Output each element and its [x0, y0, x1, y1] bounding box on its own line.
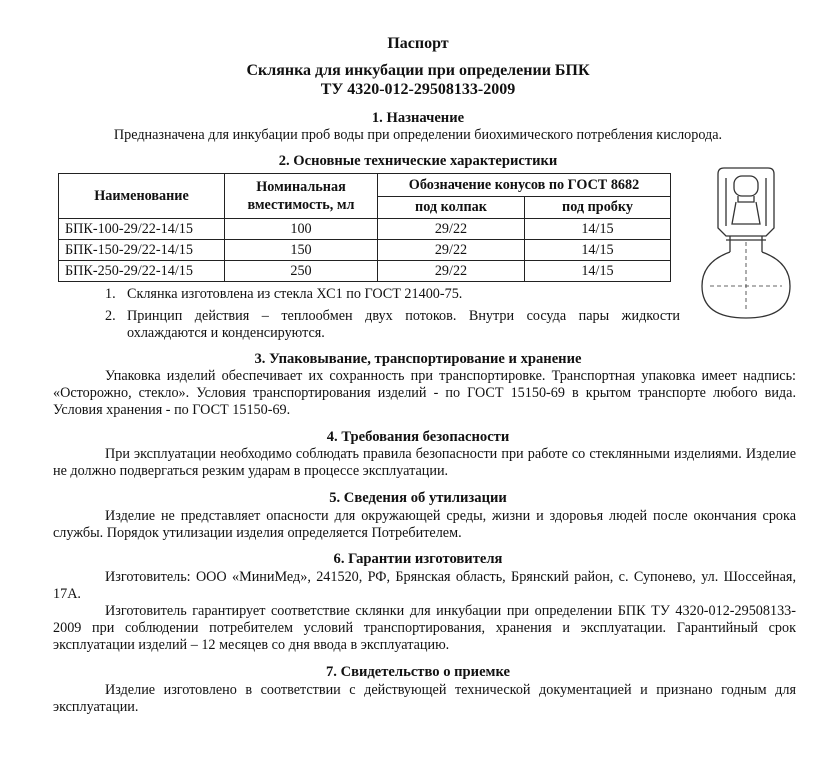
section-5-text: Изделие не представляет опасности для окружающей среды, жизни и здоровья людей после окончания срока службы. Порядок утилизации изделия определяется Потребителем. — [53, 508, 796, 541]
section-1-heading: 1. Назначение — [371, 110, 465, 126]
note-number: 2. — [105, 308, 116, 324]
cell-cap: 29/22 — [378, 219, 525, 240]
col-header-volume: Номинальная вместимость, мл — [225, 174, 378, 219]
note-text: Принцип действия – теплообмен двух потоков. Внутри сосуда пары жидкости охлаждаются и конденсируются. — [127, 308, 680, 341]
cell-volume: 150 — [225, 240, 378, 261]
section-4-text: При эксплуатации необходимо соблюдать правила безопасности при работе со стеклянными изделиями. Изделие не должно подвергаться резким ударам в процессе эксплуатации. — [53, 446, 796, 479]
doc-title: Паспорт — [387, 35, 449, 52]
cell-volume: 100 — [225, 219, 378, 240]
note-number: 1. — [105, 286, 116, 302]
bod-flask-drawing — [696, 162, 806, 322]
product-title: Склянка для инкубации при определении БПК — [246, 62, 590, 79]
section-6-text-manufacturer: Изготовитель: ООО «МиниМед», 241520, РФ, Брянская область, Брянский район, с. Супонево, ул. Шоссейная, 17А. — [53, 569, 796, 602]
spec-table — [58, 173, 671, 282]
col-header-cones: Обозначение конусов по ГОСТ 8682 — [378, 174, 671, 197]
cell-stopper: 14/15 — [525, 261, 671, 282]
section-6-heading: 6. Гарантии изготовителя — [333, 551, 503, 567]
col-header-stopper: под пробку — [525, 197, 671, 219]
note-text: Склянка изготовлена из стекла ХС1 по ГОСТ 21400-75. — [127, 286, 463, 302]
section-3-heading: 3. Упаковывание, транспортирование и хранение — [254, 351, 582, 367]
cell-cap: 29/22 — [378, 261, 525, 282]
section-7-text: Изделие изготовлено в соответствии с действующей технической документацией и признано годным для эксплуатации. — [53, 682, 796, 715]
table-row — [59, 219, 671, 240]
section-7-heading: 7. Свидетельство о приемке — [325, 664, 511, 680]
cell-name: БПК-150-29/22-14/15 — [59, 240, 225, 261]
section-6-text-guarantee: Изготовитель гарантирует соответствие склянки для инкубации при определении БПК ТУ 4320-012-29508133-2009 при соблюдении потребителем условий транспортирования, хранения и эксплуатации. Гарантийный срок эксплуатации изделий – 12 месяцев со дня ввода в эксплуатацию. — [53, 603, 796, 653]
cell-name: БПК-100-29/22-14/15 — [59, 219, 225, 240]
table-row — [59, 240, 671, 261]
col-header-name: Наименование — [59, 174, 225, 219]
section-3-text: Упаковка изделий обеспечивает их сохранность при транспортировке. Транспортная упаковка имеет надпись: «Осторожно, стекло». Условия транспортирования изделий - по ГОСТ 15150-69 в крытом транспорте любого вида. Условия хранения - по ГОСТ 15150-69. — [53, 368, 796, 418]
section-4-heading: 4. Требования безопасности — [326, 429, 510, 445]
cell-cap: 29/22 — [378, 240, 525, 261]
note-item — [105, 308, 680, 344]
section-5-heading: 5. Сведения об утилизации — [329, 490, 507, 506]
section-2-heading: 2. Основные технические характеристики — [278, 153, 558, 169]
cell-stopper: 14/15 — [525, 219, 671, 240]
product-code: ТУ 4320-012-29508133-2009 — [320, 81, 516, 98]
col-header-cap: под колпак — [378, 197, 525, 219]
section-1-text: Предназначена для инкубации проб воды при определении биохимического потребления кислорода. — [113, 127, 723, 143]
cell-volume: 250 — [225, 261, 378, 282]
cell-stopper: 14/15 — [525, 240, 671, 261]
table-row — [59, 261, 671, 282]
cell-name: БПК-250-29/22-14/15 — [59, 261, 225, 282]
note-item — [105, 286, 680, 304]
